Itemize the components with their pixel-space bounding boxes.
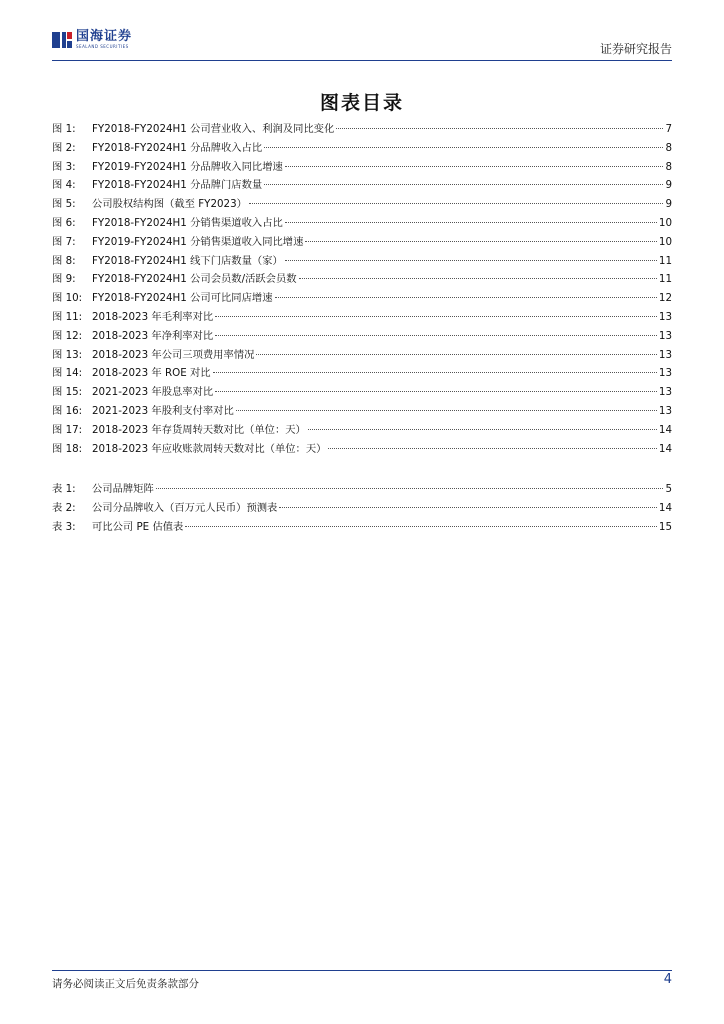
toc-entry-title[interactable]: 公司品牌矩阵 [92, 483, 154, 495]
figure-list [52, 120, 672, 458]
dot-leader [264, 147, 663, 148]
toc-entry-page[interactable]: 13 [658, 310, 672, 323]
dot-leader [285, 260, 657, 261]
toc-entry-title[interactable]: FY2018-FY2024H1 公司营业收入、利润及同比变化 [92, 123, 335, 135]
toc-entry-label: 图 5: [52, 198, 76, 211]
toc-entry-label: 图 4: [52, 179, 76, 192]
toc-entry-label: 图 12: [52, 329, 83, 342]
toc-entry[interactable] [52, 480, 672, 499]
toc-entry[interactable] [52, 270, 672, 289]
logo-mark-icon [52, 31, 72, 49]
toc-entry[interactable] [52, 308, 672, 327]
toc-entry-page[interactable]: 11 [658, 273, 672, 286]
toc-entry-title[interactable]: 2018-2023 年存货周转天数对比（单位：天） [92, 423, 306, 436]
toc-entry-title[interactable]: FY2018-FY2024H1 分品牌门店数量 [92, 179, 263, 192]
toc-entry[interactable] [52, 139, 672, 158]
toc-entry-title[interactable]: FY2019-FY2024H1 分品牌收入同比增速 [92, 160, 283, 173]
toc-entry-title[interactable]: FY2018-FY2024H1 公司会员数/活跃会员数 [92, 273, 297, 286]
toc-entry[interactable] [52, 346, 672, 365]
toc-entry-page[interactable]: 13 [658, 329, 672, 342]
toc-entry-label: 图 8: [52, 254, 76, 267]
toc-entry-page[interactable]: 14 [658, 442, 672, 455]
toc-entry-title[interactable]: FY2018-FY2024H1 分品牌收入占比 [92, 141, 263, 154]
toc-entry[interactable] [52, 402, 672, 421]
toc-entry-page[interactable]: 12 [658, 292, 672, 305]
toc-entry[interactable] [52, 421, 672, 440]
toc-entry[interactable] [52, 158, 672, 177]
toc-entry[interactable] [52, 120, 672, 139]
toc-entry-page[interactable]: 10 [658, 235, 672, 248]
toc-entry-title[interactable]: 公司股权结构图（截至 FY2023） [92, 198, 247, 211]
dot-leader [215, 391, 657, 392]
toc-entry-page[interactable]: 14 [658, 423, 672, 436]
toc-entry-title[interactable]: 2021-2023 年股利支付率对比 [92, 404, 234, 417]
page-number: 4 [663, 972, 672, 987]
header-divider [52, 60, 672, 61]
dot-leader [328, 448, 656, 449]
toc-entry-page[interactable]: 5 [665, 483, 672, 495]
toc-entry-page[interactable]: 11 [658, 254, 672, 267]
toc-entry-page[interactable]: 8 [665, 141, 672, 154]
dot-leader [215, 335, 657, 336]
toc-entry-label: 图 10: [52, 292, 83, 305]
toc-entry-page[interactable]: 15 [658, 520, 672, 533]
toc-entry-title[interactable]: 2018-2023 年毛利率对比 [92, 310, 214, 323]
dot-leader [275, 297, 657, 298]
toc-entry[interactable] [52, 195, 672, 214]
toc-entry-label: 图 3: [52, 160, 76, 173]
toc-entry-page[interactable]: 14 [658, 501, 672, 514]
page-header [52, 26, 672, 62]
logo-name-en: SEALAND SECURITIES [76, 44, 129, 49]
toc-entry[interactable] [52, 518, 672, 537]
toc-entry[interactable] [52, 289, 672, 308]
company-logo [52, 30, 132, 49]
dot-leader [299, 278, 657, 279]
toc-entry-title[interactable]: 2018-2023 年公司三项费用率情况 [92, 348, 255, 361]
footer-divider [52, 970, 672, 971]
toc-entry-label: 图 9: [52, 273, 76, 286]
dot-leader [215, 316, 657, 317]
toc-entry-title[interactable]: 2018-2023 年应收账款周转天数对比（单位：天） [92, 442, 327, 455]
toc-entry[interactable] [52, 327, 672, 346]
dot-leader [236, 410, 657, 411]
dot-leader [156, 488, 664, 489]
toc-entry[interactable] [52, 176, 672, 195]
toc-entry-page[interactable]: 7 [665, 123, 672, 135]
page-title: 图表目录 [319, 92, 404, 114]
footer-disclaimer: 请务必阅读正文后免责条款部分 [52, 978, 199, 990]
toc-entry-title[interactable]: FY2018-FY2024H1 公司可比同店增速 [92, 292, 273, 305]
toc-entry-label: 图 16: [52, 404, 83, 417]
dot-leader [279, 507, 657, 508]
toc-entry-label: 表 2: [52, 501, 76, 514]
toc-entry-title[interactable]: 公司分品牌收入（百万元人民币）预测表 [92, 501, 278, 514]
dot-leader [285, 222, 657, 223]
toc-entry-label: 图 17: [52, 423, 83, 436]
dot-leader [308, 429, 657, 430]
dot-leader [185, 526, 657, 527]
logo-name-cn: 国海证券 [76, 29, 133, 44]
toc-entry-label: 表 1: [52, 483, 76, 495]
toc-entry-page[interactable]: 9 [665, 179, 672, 192]
report-type: 证券研究报告 [599, 42, 672, 56]
toc-entry-label: 表 3: [52, 520, 76, 533]
toc-entry-page[interactable]: 13 [658, 404, 672, 417]
toc-entry[interactable] [52, 364, 672, 383]
toc-entry-label: 图 14: [52, 367, 83, 380]
toc-entry-title[interactable]: FY2018-FY2024H1 线下门店数量（家） [92, 254, 283, 267]
toc-entry[interactable] [52, 214, 672, 233]
toc-entry-page[interactable]: 13 [658, 367, 672, 380]
toc-entry[interactable] [52, 499, 672, 518]
toc-entry[interactable] [52, 383, 672, 402]
toc-entry-title[interactable]: FY2019-FY2024H1 分销售渠道收入同比增速 [92, 235, 304, 248]
toc-entry-label: 图 2: [52, 141, 76, 154]
toc-entry-page[interactable]: 8 [665, 160, 672, 173]
toc-entry-label: 图 15: [52, 386, 83, 399]
toc-entry-title[interactable]: 2018-2023 年 ROE 对比 [92, 367, 211, 380]
toc-entry-page[interactable]: 10 [658, 216, 672, 229]
toc-entry[interactable] [52, 233, 672, 252]
dot-leader [256, 354, 657, 355]
toc-entry[interactable] [52, 440, 672, 459]
toc-entry-page[interactable]: 13 [658, 386, 672, 399]
dot-leader [264, 184, 663, 185]
toc-entry-label: 图 18: [52, 442, 83, 455]
table-list [52, 480, 672, 536]
dot-leader [213, 372, 657, 373]
toc-entry-label: 图 1: [52, 123, 76, 135]
toc-entry-title[interactable]: 2018-2023 年净利率对比 [92, 329, 214, 342]
toc-entry-label: 图 6: [52, 216, 76, 229]
toc-entry-title[interactable]: 可比公司 PE 估值表 [92, 520, 184, 533]
dot-leader [336, 128, 663, 129]
toc-entry-label: 图 7: [52, 235, 76, 248]
dot-leader [249, 203, 663, 204]
toc-entry-page[interactable]: 13 [658, 348, 672, 361]
toc-entry-label: 图 13: [52, 348, 83, 361]
dot-leader [305, 241, 657, 242]
toc-entry-title[interactable]: 2021-2023 年股息率对比 [92, 386, 214, 399]
toc-entry-label: 图 11: [52, 310, 83, 323]
toc-entry-title[interactable]: FY2018-FY2024H1 分销售渠道收入占比 [92, 216, 283, 229]
toc-entry-page[interactable]: 9 [665, 198, 672, 211]
dot-leader [285, 166, 664, 167]
toc-entry[interactable] [52, 252, 672, 271]
